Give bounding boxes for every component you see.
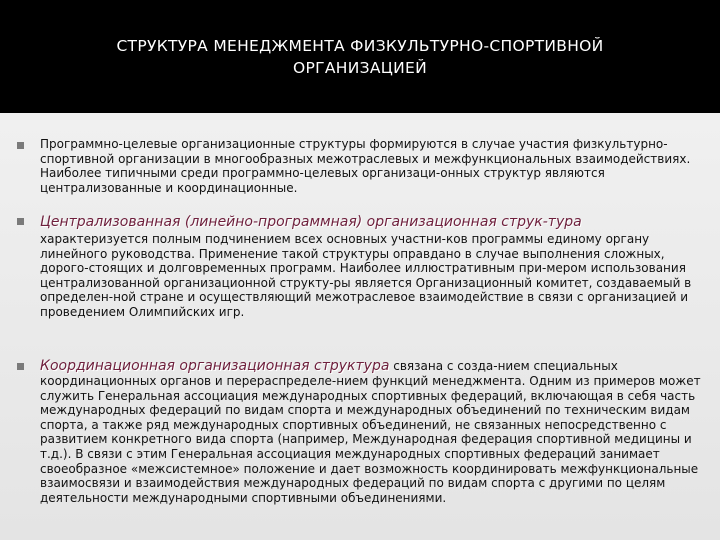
bullet-paragraph-centralized — [17, 213, 707, 320]
paragraph-text: Программно-целевые организационные структуры формируются в случае участия физкультурно-спортивной организации в многообразных межотраслевых и межфункциональных взаимодействиях. Наиболее типичными среди программно-целевых организаци-онных структур являются централизованные и координационные. — [40, 137, 691, 195]
square-bullet-icon — [17, 363, 24, 370]
paragraph-text: связана с созда-нием специальных координационных органов и перераспределе-нием функций менеджмента. Одним из примеров может служить Генеральная ассоциация международных спортивных федераций, включающая в себя часть международных федераций по видам спорта и международных объединений по техническим видам спорта, а также ряд международных спортивных объединений, не связанных непосредственно с развитием конкретного вида спорта (например, Международная федерация спортивной медицины и т.д.). В связи с этим Генеральная ассоциация международных спортивных федераций занимает своеобразное «межсистемное» положение и дает возможность координировать межфункциональные взаимосвязи и взаимодействия международных федераций по видам спорта с другими по целям деятельности международными спортивными объединениями. — [40, 359, 701, 505]
slide-content — [0, 113, 720, 540]
paragraph-heading: Централизованная (линейно-программная) организационная струк-тура — [40, 214, 582, 230]
slide-title-line-1: СТРУКТУРА МЕНЕДЖМЕНТА ФИЗКУЛЬТУРНО-СПОРТИВНОЙ — [116, 36, 604, 55]
square-bullet-icon — [17, 142, 24, 149]
slide-title-line-2: ОРГАНИЗАЦИЕЙ — [292, 58, 427, 77]
bullet-paragraph-coordination — [17, 358, 707, 505]
slide-title — [0, 0, 720, 113]
paragraph-heading: Координационная организационная структура — [40, 358, 390, 374]
square-bullet-icon — [17, 218, 24, 225]
bullet-paragraph-programmatic — [17, 137, 707, 195]
paragraph-text: характеризуется полным подчинением всех основных участни-ков программы единому органу линейного руководства. Применение такой структуры оправдано в случае выполнения сложных, дорого-стоящих и долговременных программ. Наиболее иллюстративным при-мером использования централизованной организационной структу-ры является Организационный комитет, создаваемый в определен-ной стране и осуществляющий межотраслевое взаимодействие в связи с организацией и проведением Олимпийских игр. — [40, 232, 692, 319]
